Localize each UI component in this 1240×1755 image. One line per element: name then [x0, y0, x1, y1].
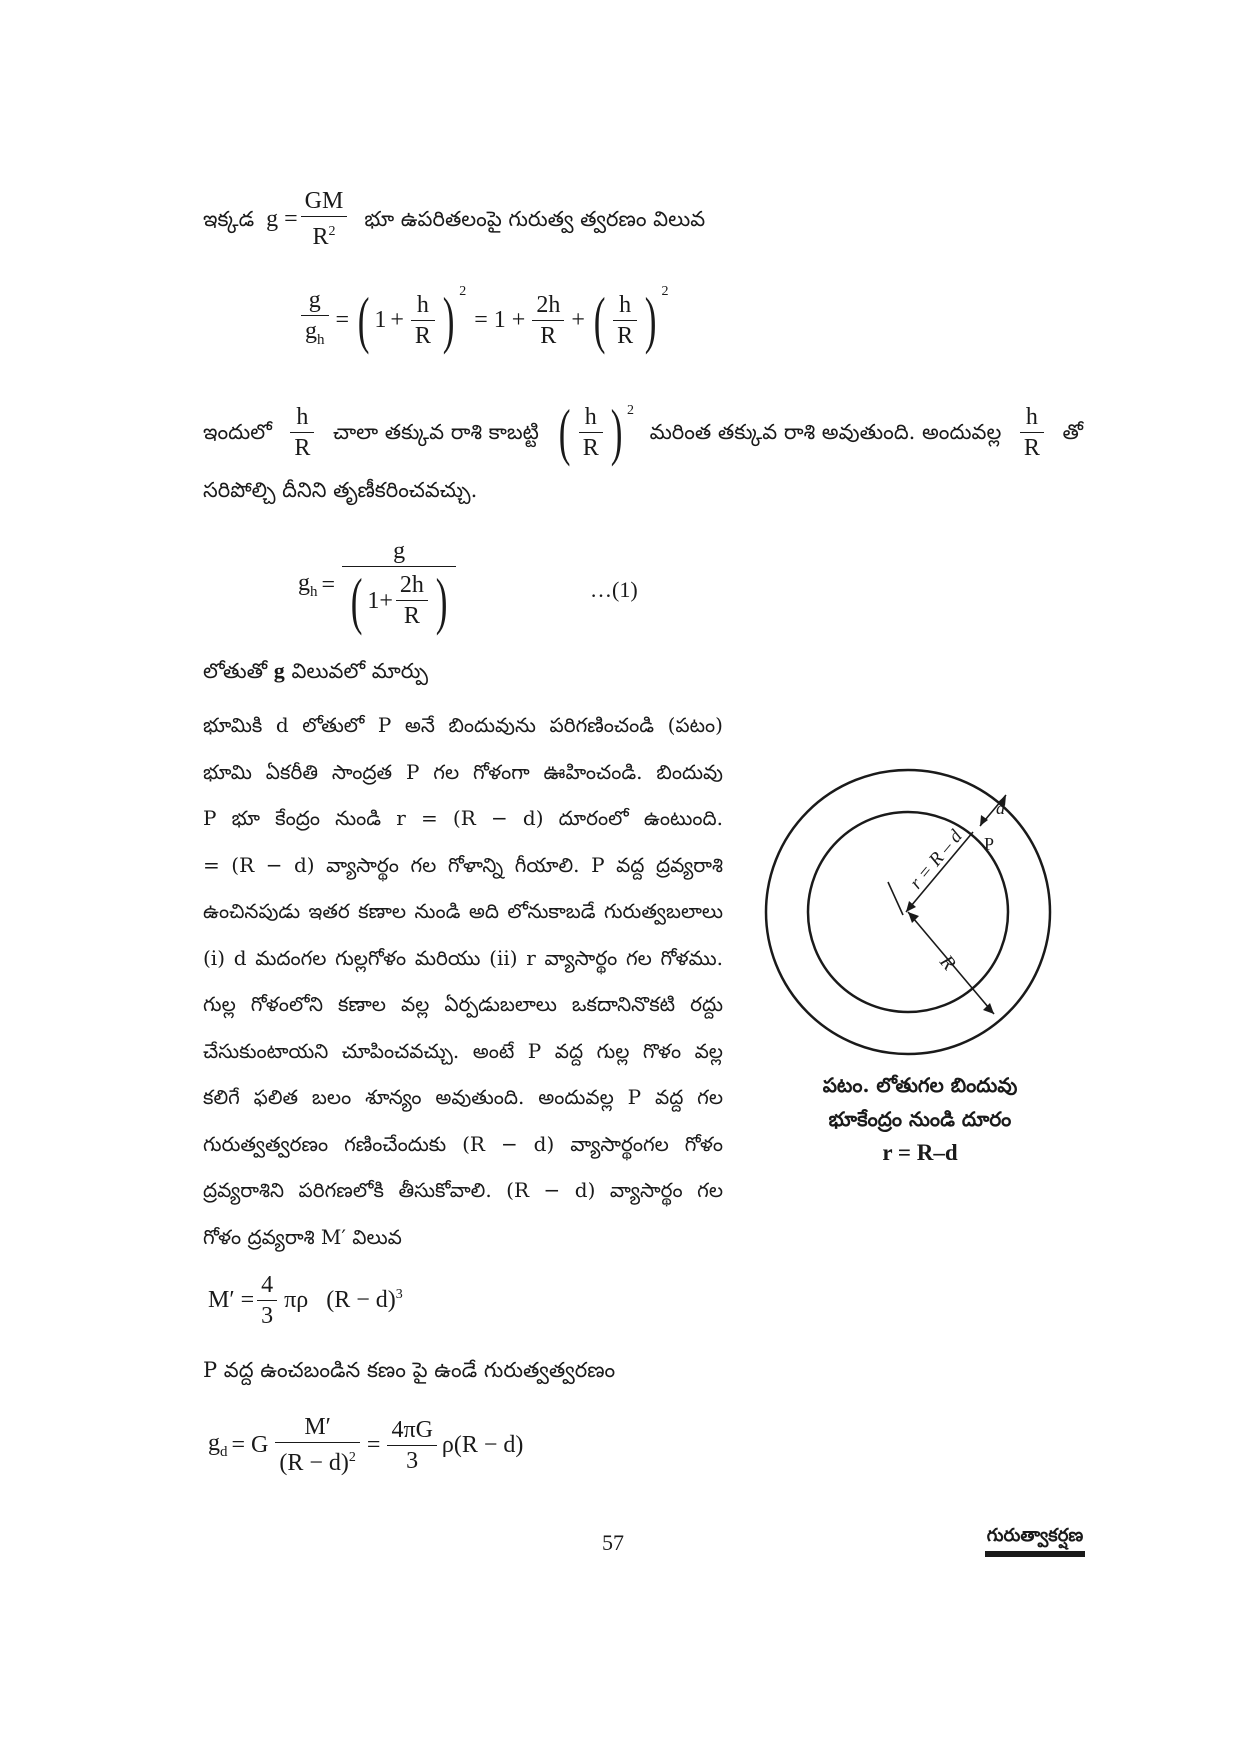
- h-over-r-squared: $\frac{h}{R}$: [613, 292, 637, 349]
- body-line: (i) d మదంగల గుల్లగోళం మరియు (ii) r వ్యాసార్థం గల గోళము.: [203, 945, 723, 970]
- figure-caption: పటం. లోతుగల బిందువు భూకేంద్రం నుండి దూరం r = R–d: [822, 1073, 1018, 1165]
- intro-prefix: ఇక్కడ: [203, 206, 255, 231]
- chapter-name: గురుత్వాకర్షణ: [985, 1523, 1085, 1557]
- g-lhs: g =: [266, 205, 298, 232]
- body-line: ఉంచినపుడు ఇతర కణాల నుండి అది లోనుకాబడే గురుత్వబలాలు: [203, 899, 723, 923]
- label-R: R: [935, 951, 960, 975]
- 2h-over-r: $\frac{2h}{R}$: [532, 292, 564, 349]
- equation-ratio: $\frac{g}{g_h}$ = ( 1 + $\frac{h}{R}$ ) $^2$ = 1 + $\frac{2h}{R}$ + ( $\frac{h}{R}$ ) $^2$: [298, 280, 669, 360]
- body-line: గురుత్వత్వరణం గణించేందుకు (R − d) వ్యాసార్థంగల గోళం: [203, 1131, 723, 1156]
- paragraph-negligible-line2: సరిపోల్చి దీనిని తృణీకరించవచ్చు.: [203, 478, 478, 502]
- gh-lhs: $g_h$: [298, 569, 318, 600]
- section-heading: లోతుతో g విలువలో మార్పు: [203, 658, 429, 683]
- h-over-r: $\frac{h}{R}$: [411, 292, 435, 349]
- body-line: గుల్ల గోళంలోని కణాల వల్ల ఏర్పడుబలాలు ఒకదానినొకటి రద్దు: [203, 992, 723, 1016]
- body-line: భూమి ఏకరీతి సాంద్రత P గల గోళంగా ఊహించండి. బిందువు: [203, 759, 723, 784]
- line-before-gd: P వద్ద ఉంచబండిన కణం పై ఉండే గురుత్వత్వరణం: [203, 1358, 616, 1382]
- fraction-numerator: GM: [301, 188, 348, 217]
- equation-1: $g_h$ = g ( 1+ $\frac{2h}{R}$ ): [298, 535, 459, 635]
- body-line: కలిగే ఫలిత బలం శూన్యం అవుతుంది. అందువల్ల P వద్ద గల: [203, 1085, 723, 1109]
- equation-number-1: …(1): [590, 577, 638, 602]
- body-line: ద్రవ్యరాశిని పరిగణలోకి తీసుకోవాలి. (R − d) వ్యాసార్థం గల: [203, 1178, 723, 1202]
- body-paragraph: [203, 710, 723, 1268]
- body-line: చేసుకుంటాయని చూపించవచ్చు. అంటే P వద్ద గుల్ల గొళం వల్ల: [203, 1038, 723, 1063]
- body-line: = (R − d) వ్యాసార్థం గల గోళాన్ని గీయాలి. P వద్ద ద్రవ్యరాశి: [203, 852, 723, 877]
- label-r: r = R – d: [905, 826, 967, 894]
- g-over-gh: $\frac{g}{g_h}$: [301, 287, 329, 353]
- body-line: P భూ కేంద్రం నుండి r = (R − d) దూరంలో ఉంటుంది.: [203, 806, 723, 830]
- body-line: భూమికి d లోతులో P అనే బిందువును పరిగణించండి (పటం): [203, 713, 723, 737]
- equation-gd: $g_d$ = G $\frac{M'}{(R - d)^2}$ = $\frac{4\pi G}{3}$ ρ(R − d): [208, 1414, 524, 1476]
- g-over-1plus2h: g ( 1+ $\frac{2h}{R}$ ): [342, 538, 456, 633]
- label-d: d: [996, 798, 1005, 818]
- page-number: 57: [602, 1530, 624, 1555]
- paragraph-negligible: ఇందులో $\frac{h}{R}$ చాలా తక్కువ రాశి కాబట్టి ( $\frac{h}{R}$ ) $^2$ మరింత తక్కువ రాశి అవుతుంది. అందువల్ల $\frac{h}{R}$ తో: [203, 396, 1083, 467]
- label-P: P: [984, 834, 995, 854]
- figure-concentric-spheres: [758, 762, 1058, 1062]
- intro-suffix: భూ ఉపరితలంపై గురుత్వ త్వరణం విలువ: [364, 206, 706, 231]
- intro-line: [203, 186, 705, 252]
- fraction-denominator: $R^2$: [312, 224, 336, 250]
- gm-over-r2-fraction: [301, 188, 348, 250]
- body-line: గోళం ద్రవ్యరాశి M′ విలువ: [203, 1224, 402, 1249]
- equation-mass: M′ = $\frac{4}{3}$ πρ $(R - d)^3$: [208, 1271, 403, 1329]
- chapter-underline: [985, 1551, 1085, 1557]
